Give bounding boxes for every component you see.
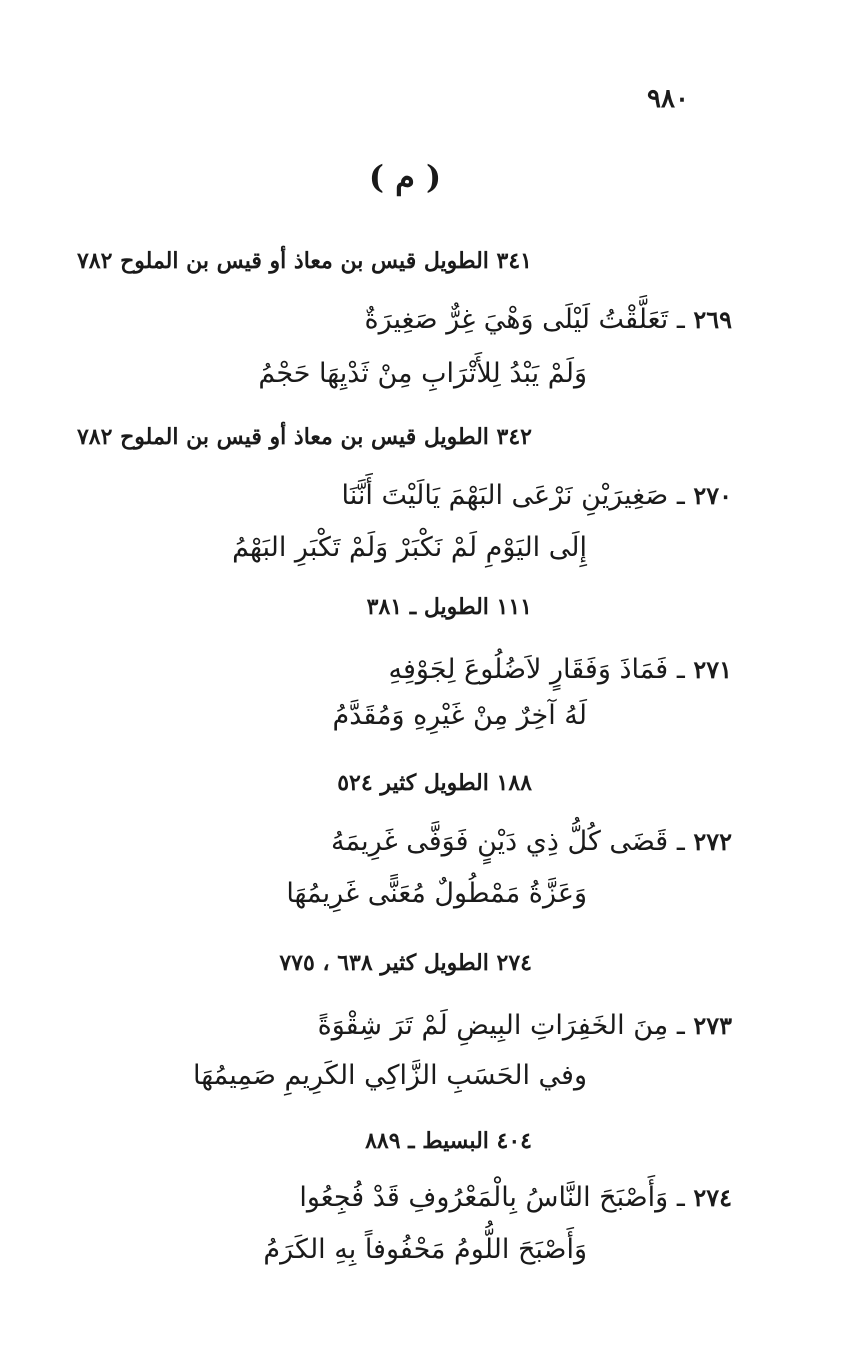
verse-first-hemistich — [132, 826, 732, 857]
reference-line: ٣٤٢ الطويل قيس بن معاذ أو قيس بن الملوح ٧٨٢ — [76, 424, 532, 450]
reference-line: ٣٤١ الطويل قيس بن معاذ أو قيس بن الملوح ٧٨٢ — [76, 248, 532, 274]
verse-number: ٢٧٣ — [693, 1011, 732, 1040]
verse-dash: ـ — [676, 1182, 685, 1213]
verse-text: تَعَلَّقْتُ لَيْلَى وَهْيَ غِرٌّ صَغِيرَةٌ — [364, 304, 669, 335]
page-number: ٩٨٠ — [647, 84, 689, 114]
verse-first-hemistich — [132, 1182, 732, 1213]
verse-text: فَمَاذَ وَفَقَارٍ لاَضُلُوعَ لِجَوْفِهِ — [388, 654, 669, 685]
verse-text: قَضَى كُلُّ ذِي دَيْنٍ فَوَفَّى غَرِيمَهُ — [331, 826, 669, 857]
verse-text: وَأَصْبَحَ النَّاسُ بِالْمَعْرُوفِ قَدْ فُجِعُوا — [299, 1182, 669, 1213]
reference-line: ١٨٨ الطويل كثير ٥٢٤ — [337, 770, 532, 796]
verse-number: ٢٧٤ — [693, 1183, 732, 1212]
verse-second-hemistich: إِلَى اليَوْمِ لَمْ نَكْبَرْ وَلَمْ تَكْبَرِ البَهْمُ — [232, 532, 587, 563]
verse-number: ٢٧٠ — [693, 481, 732, 510]
verse-number: ٢٦٩ — [693, 305, 732, 334]
reference-line: ١١١ الطويل ـ ٣٨١ — [366, 594, 532, 620]
verse-dash: ـ — [676, 826, 685, 857]
verse-dash: ـ — [676, 480, 685, 511]
verse-first-hemistich — [132, 480, 732, 511]
verse-text: صَغِيرَيْنِ نَرْعَى البَهْمَ يَالَيْتَ أَنَّنَا — [341, 480, 669, 511]
verse-number: ٢٧٢ — [693, 827, 732, 856]
verse-dash: ـ — [676, 304, 685, 335]
reference-line: ٤٠٤ البسيط ـ ٨٨٩ — [365, 1128, 532, 1154]
reference-line: ٢٧٤ الطويل كثير ٦٣٨ ، ٧٧٥ — [279, 950, 532, 976]
verse-second-hemistich: لَهُ آخِرٌ مِنْ غَيْرِهِ وَمُقَدَّمُ — [332, 700, 587, 731]
verse-first-hemistich — [132, 304, 732, 335]
verse-second-hemistich: وَعَزَّةُ مَمْطُولٌ مُعَنًّى غَرِيمُهَا — [286, 878, 587, 909]
verse-first-hemistich — [132, 654, 732, 685]
verse-second-hemistich: وَأَصْبَحَ اللُّومُ مَحْفُوفاً بِهِ الكَرَمُ — [263, 1234, 587, 1265]
verse-second-hemistich: وَلَمْ يَبْدُ لِلأَتْرَابِ مِنْ ثَدْيِهَا حَجْمُ — [258, 358, 587, 389]
verse-second-hemistich: وفي الحَسَبِ الزَّاكِي الكَرِيمِ صَمِيمُهَا — [192, 1060, 587, 1091]
verse-dash: ـ — [676, 654, 685, 685]
verse-first-hemistich — [132, 1010, 732, 1041]
verse-number: ٢٧١ — [693, 655, 732, 684]
section-heading: ( م ) — [368, 158, 442, 196]
verse-text: مِنَ الخَفِرَاتِ البِيضِ لَمْ تَرَ شِقْوَةً — [317, 1010, 669, 1041]
verse-dash: ـ — [676, 1010, 685, 1041]
